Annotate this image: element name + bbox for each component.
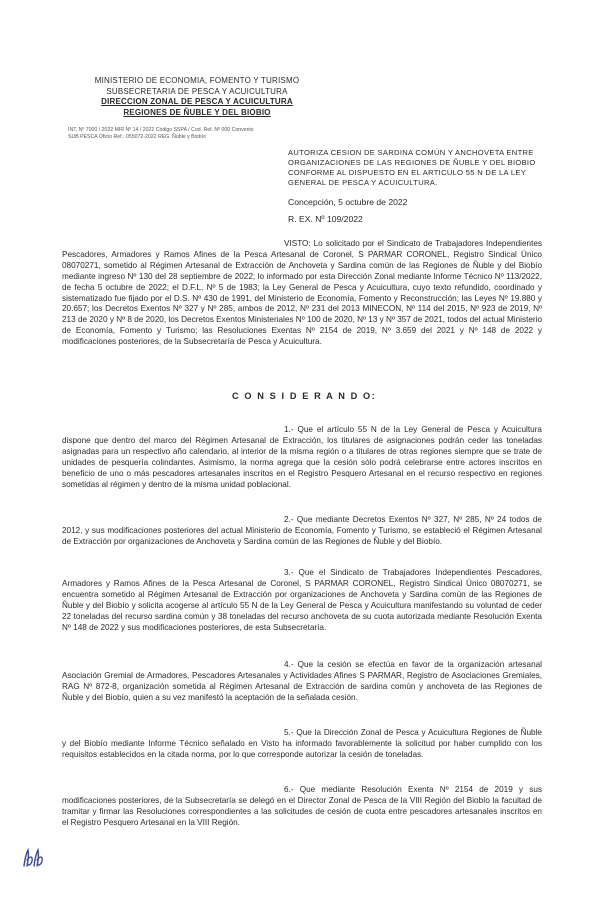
reference-line-2: SUB PESCA Oficio Ref.: 055072-2022 REG. Ñuble y Biobío bbox=[68, 134, 206, 140]
regions-name: REGIONES DE ÑUBLE Y DEL BIOBIO bbox=[123, 107, 271, 117]
reference-lines bbox=[68, 127, 348, 141]
considerando-text: 3.- Que el Sindicato de Trabajadores Independientes Pescadores, Armadores y Ramos Afines de la Pesca Artesanal de Coronel, S PARMAR CORONEL, Registro Sindical Único 08070271, se encuentra sometido al Régimen Artesanal de Extracción por organizaciones de Anchoveta y Sardina común de las Regiones de Ñuble y del Biobío y solicita acogerse al artículo 55 N de la Ley General de Pesca y Acuicultura manifestando su voluntad de ceder 22 toneladas del recurso sardina común y 38 toneladas del recurso anchoveta de su cuota autorizada mediante Resolución Exenta Nº 148 de 2022 y sus modificaciones posteriores, de esta Subsecretaría. bbox=[62, 568, 542, 632]
ministry-name: MINISTERIO DE ECONOMIA, FOMENTO Y TURISMO bbox=[94, 76, 300, 85]
subsecretaria-name: SUBSECRETARIA DE PESCA Y ACUICULTURA bbox=[106, 86, 288, 96]
visto-label: VISTO: bbox=[284, 239, 311, 248]
considerando-1 bbox=[62, 425, 542, 490]
considerando-text: 2.- Que mediante Decretos Exentos Nº 327, Nº 285, Nº 24 todos de 2012, y sus modificaciones posteriores del actual Ministerio de Economía, Fomento y Turismo, se estableció el Régimen Artesanal de Extracción por organizaciones de Anchoveta y Sardina común de las Regiones de Ñuble y del Biobío. bbox=[62, 515, 542, 546]
considerando-4 bbox=[62, 660, 542, 704]
considerando-6 bbox=[62, 785, 542, 829]
considerando-2 bbox=[62, 515, 542, 548]
considerando-heading: C O N S I D E R A N D O: bbox=[232, 391, 377, 401]
considerando-5 bbox=[62, 728, 542, 761]
visto-text: Lo solicitado por el Sindicato de Trabajadores Independientes Pescadores, Armadores y Ramos Afines de la Pesca Artesanal de Coronel, S PARMAR CORONEL, Registro Sindical Único 08070271, sometido al Régimen Artesanal de Extracción de Anchoveta y Sardina común de las Regiones de Ñuble y del Biobío mediante ingreso Nº 130 del 28 septiembre de 2022; lo informado por esta Dirección Zonal mediante Informe Técnico Nº 113/2022, de fecha 5 octubre de 2022; el D.F.L. Nº 5 de 1983; la Ley General de Pesca y Acuicultura, cuyo texto refundido, coordinado y sistematizado fue fijado por el D.S. Nº 430 de 1991, del Ministerio de Economía, Fomento y Reconstrucción; las Leyes Nº 19.880 y 20.657; los Decretos Exentos Nº 327 y Nº 285, ambos de 2012, Nº 231 del 2013 MINECON, Nº 114 del 2015, Nº 923 de 2019, Nº 213 de 2020 y Nº 8 de 2020, los Decretos Exentos Ministeriales Nº 100 de 2020, Nº 13 y Nº 357 de 2021, todos del actual Ministerio de Economía, Fomento y Turismo; las Resoluciones Exentas Nº 2154 de 2019, Nº 3.659 del 2021 y Nº 148 de 2022 y modificaciones posteriores, de la Subsecretaría de Pesca y Acuicultura. bbox=[62, 239, 542, 347]
considerando-text: 1.- Que el artículo 55 N de la Ley General de Pesca y Acuicultura dispone que dentro del marco del Régimen Artesanal de Extracción, los titulares de asignaciones podrán ceder las toneladas asignadas para un respectivo año calendario, al interior de la misma región o a titulares de otras regiones siempre que se trate de unidades de pesquería colindantes. Asimismo, la norma agrega que la cesión sólo podrá celebrarse entre actores inscritos en beneficio de uno o más pescadores artesanales inscritos en el Registro Pesquero Artesanal en el recurso respectivo en regiones sometidas al régimen y dentro de la misma unidad poblacional. bbox=[62, 425, 542, 489]
reference-line-1: INT. Nº 7000 / 2022 MIR Nº 14 / 2022 Código SSPA / Cod. Ref. Nº 000 Convenio bbox=[68, 127, 254, 133]
considerando-text: 5.- Que la Dirección Zonal de Pesca y Acuicultura Regiones de Ñuble y del Biobío mediante Informe Técnico señalado en Visto ha informado favorablemente la solicitud por haber cumplido con los requisitos establecidos en la citada norma, por lo que corresponde autorizar la cesión de toneladas. bbox=[62, 728, 542, 759]
ministry-header bbox=[82, 76, 312, 118]
visto-paragraph bbox=[62, 239, 542, 348]
considerando-3 bbox=[62, 568, 542, 633]
considerando-text: 6.- Que mediante Resolución Exenta Nº 2154 de 2019 y sus modificaciones posteriores, de la Subsecretaría se delegó en el Director Zonal de Pesca de la VIII Región del Biobío la facultad de tramitar y firmar las Resoluciones correspondientes a las solicitudes de cesión de cuota entre pescadores artesanales inscritos en el Registro Pesquero Artesanal en la VIII Región. bbox=[62, 785, 542, 827]
resolution-number: R. EX. Nº 109/2022 bbox=[288, 214, 363, 224]
resolution-summary: AUTORIZA CESION DE SARDINA COMÚN Y ANCHOVETA ENTRE ORGANIZACIONES DE LAS REGIONES DE ÑUBLE Y DEL BIOBIO CONFORME AL DISPUESTO EN EL ARTICULO 55 N DE LA LEY GENERAL DE PESCA Y ACUICULTURA. bbox=[288, 148, 536, 187]
signature-initials-icon bbox=[20, 846, 48, 870]
considerando-text: 4.- Que la cesión se efectúa en favor de la organización artesanal Asociación Gremial de Armadores, Pescadores Artesanales y Actividades Afines S PARMAR, Registro de Asociaciones Gremiales, RAG Nº 872-8, organización sometida al Régimen Artesanal de Extracción de sardina común y anchoveta de las Regiones de Ñuble y del Biobío, quien a su vez manifestó la aceptación de la señalada cesión. bbox=[62, 660, 542, 702]
direccion-zonal-name: DIRECCION ZONAL DE PESCA Y ACUICULTURA bbox=[101, 97, 293, 106]
place-date: Concepción, 5 octubre de 2022 bbox=[288, 197, 408, 207]
